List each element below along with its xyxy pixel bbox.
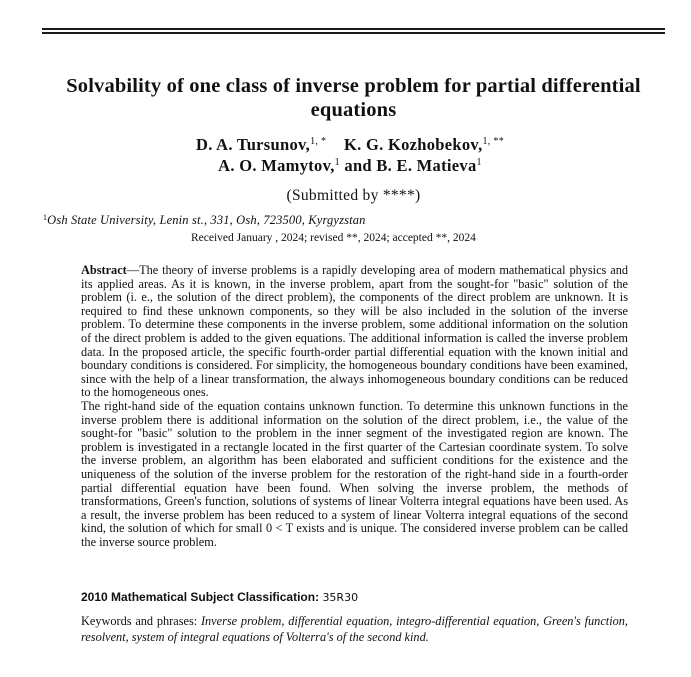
msc-classification	[81, 590, 358, 605]
author-mamytov: A. O. Mamytov,	[218, 156, 335, 175]
author-and: and	[344, 156, 372, 175]
submitted-by: (Submitted by ****)	[286, 187, 421, 204]
affiliation	[43, 212, 366, 228]
msc-label: 2010 Mathematical Subject Classification:	[81, 590, 320, 604]
received-dates: Received January , 2024; revised **, 2024; accepted **, 2024	[191, 232, 476, 244]
abstract-text-1: —The theory of inverse problems is a rapidly developing area of modern mathematical physics and its applied areas. As it is known, in the inverse problem, apart from the sought-for "basic" solution of the problem (i. e., the solution of the direct problem), the components of the direct problem are unknown. It is required to find these unknown components, so they will be also included in the solution of the inverse problem. To determine these components in the inverse problem, some additional information on the solution of the direct problem is added to the given equations. The additional information is called the inverse problem data. In the proposed article, the specific fourth-order partial differential equation with the known initial and boundary conditions is considered. For simplicity, the homogeneous boundary conditions have been examined, since with the help of a linear transformation, the always inhomogeneous boundary conditions can be reduced to the homogeneous ones.	[81, 263, 628, 400]
keywords-list: Inverse problem, differential equation, integro-differential equation, Green's function, resolvent, system of integral equations of Volterra's of the second kind.	[81, 614, 628, 644]
abstract-paragraph-2: The right-hand side of the equation contains unknown function. To determine this unknown functions in the inverse problem there is additional information on the solution of the direct problem, i.e., the value of the sought-for "basic" solution to the problem in the inner segment of the investigated region are known. The problem is investigated in a rectangle located in the first quarter of the Cartesian coordinate system. To solve the inverse problem, an algorithm has been elaborated and sufficient conditions for the existence and the uniqueness of the solution of the inverse problem for the restoration of the right-hand side in a fourth-order partial differential equation have been found. When solving the inverse problem, the methods of transformations, Green's function, solutions of systems of linear Volterra integral equations have been used. As a result, the inverse problem has been reduced to a system of linear Volterra integral equations of the second kind, the solution of which for small 0 < T exists and is unique. The considered inverse problem can be called the inverse source problem.	[81, 398, 628, 549]
header-rule-top	[42, 28, 665, 30]
abstract	[81, 264, 628, 549]
author-kozhobekov: K. G. Kozhobekov,	[344, 135, 483, 154]
author-list	[100, 134, 600, 176]
author-tursunov-affil: 1, *	[310, 136, 327, 147]
keywords	[81, 613, 628, 645]
author-matieva: B. E. Matieva	[376, 156, 477, 175]
header-rule-bottom	[42, 32, 665, 34]
author-mamytov-affil: 1	[334, 157, 340, 168]
affiliation-text: Osh State University, Lenin st., 331, Osh, 723500, Kyrgyzstan	[47, 213, 366, 227]
author-tursunov: D. A. Tursunov,	[195, 135, 311, 154]
affiliation-number: 1	[43, 213, 48, 222]
author-kozhobekov-affil: 1, **	[482, 136, 504, 147]
msc-code: 35R30	[322, 591, 359, 604]
abstract-paragraph-1	[81, 264, 628, 400]
author-matieva-affil: 1	[476, 157, 482, 168]
abstract-heading: Abstract	[81, 263, 127, 277]
paper-title: Solvability of one class of inverse problem for partial differential equations	[66, 75, 641, 121]
keywords-label: Keywords and phrases:	[81, 614, 198, 628]
